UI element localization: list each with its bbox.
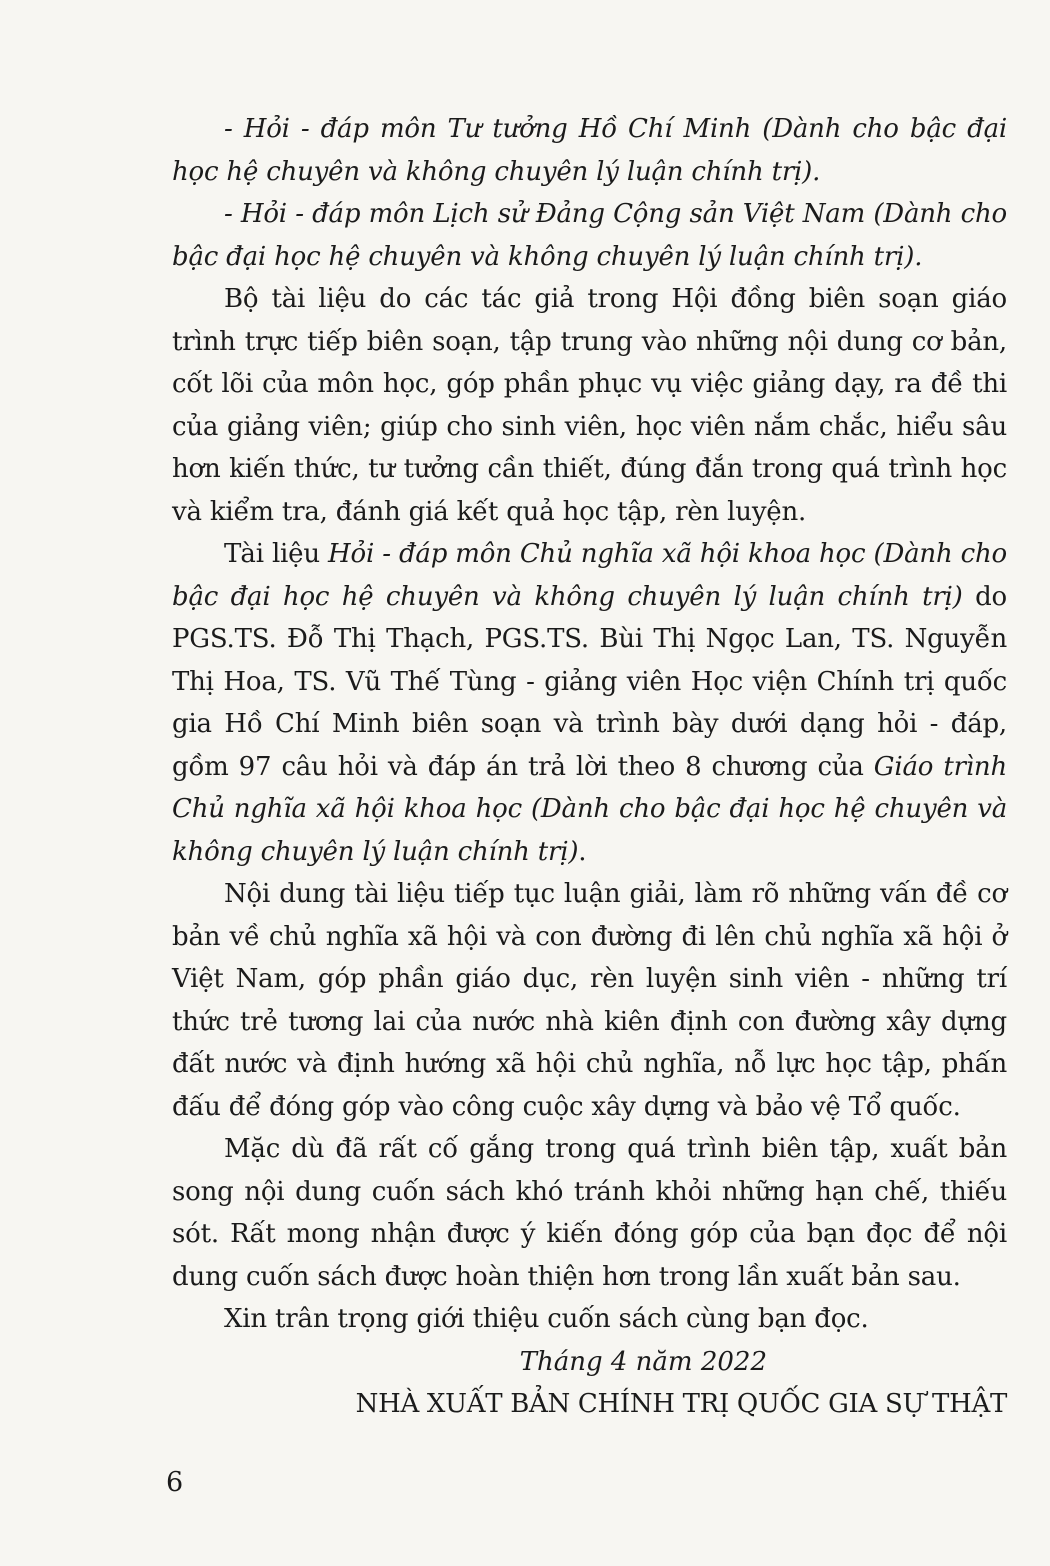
body-paragraph-purpose: Bộ tài liệu do các tác giả trong Hội đồng biên soạn giáo trình trực tiếp biên soạn, tập trung vào những nội dung cơ bản, cốt lõi của môn học, góp phần phục vụ việc giảng dạy, ra đề thi của giảng viên; giúp cho sinh viên, học viên nắm chắc, hiểu sâu hơn kiến thức, tư tưởng cần thiết, đúng đắn trong quá trình học và kiểm tra, đánh giá kết quả học tập, rèn luyện. xyxy=(172,284,1007,527)
book-title: Hỏi - đáp môn Chủ nghĩa xã hội khoa học (Dành cho bậc đại học hệ chuyên và không chuyên lý luận chính trị) xyxy=(172,539,1007,612)
related-book-item: - Hỏi - đáp môn Tư tưởng Hồ Chí Minh (Dành cho bậc đại học hệ chuyên và không chuyên lý luận chính trị). xyxy=(172,114,1007,187)
page-number: 6 xyxy=(166,1467,184,1498)
body-paragraph-authors xyxy=(172,533,1007,873)
related-book-item: - Hỏi - đáp môn Lịch sử Đảng Cộng sản Việt Nam (Dành cho bậc đại học hệ chuyên và không chuyên lý luận chính trị). xyxy=(172,199,1007,272)
body-paragraph-content: Nội dung tài liệu tiếp tục luận giải, làm rõ những vấn đề cơ bản về chủ nghĩa xã hội và con đường đi lên chủ nghĩa xã hội ở Việt Nam, góp phần giáo dục, rèn luyện sinh viên - những trí thức trẻ tương lai của nước nhà kiên định con đường xây dựng đất nước và định hướng xã hội chủ nghĩa, nỗ lực học tập, phấn đấu để đóng góp vào công cuộc xây dựng và bảo vệ Tổ quốc. xyxy=(172,879,1007,1122)
paragraph-end-text: . xyxy=(578,836,587,867)
page-body xyxy=(172,108,1007,1426)
closing-line: Xin trân trọng giới thiệu cuốn sách cùng bạn đọc. xyxy=(224,1304,869,1334)
publisher-name: NHÀ XUẤT BẢN CHÍNH TRỊ QUỐC GIA SỰ THẬT xyxy=(355,1389,1007,1419)
body-paragraph-feedback: Mặc dù đã rất cố gắng trong quá trình biên tập, xuất bản song nội dung cuốn sách khó tránh khỏi những hạn chế, thiếu sót. Rất mong nhận được ý kiến đóng góp của bạn đọc để nội dung cuốn sách được hoàn thiện hơn trong lần xuất bản sau. xyxy=(172,1134,1007,1292)
signature-date: Tháng 4 năm 2022 xyxy=(519,1346,767,1377)
textbook-title: Giáo trình Chủ nghĩa xã hội khoa học (Dành cho bậc đại học hệ chuyên và không chuyên lý luận chính trị) xyxy=(172,751,1007,867)
paragraph-lead-text: Tài liệu xyxy=(224,539,329,569)
paragraph-middle-text: do PGS.TS. Đỗ Thị Thạch, PGS.TS. Bùi Thị Ngọc Lan, TS. Nguyễn Thị Hoa, TS. Vũ Thế Tùng - giảng viên Học viện Chính trị quốc gia Hồ Chí Minh biên soạn và trình bày dưới dạng hỏi - đáp, gồm 97 câu hỏi và đáp án trả lời theo 8 chương của xyxy=(172,581,1007,782)
